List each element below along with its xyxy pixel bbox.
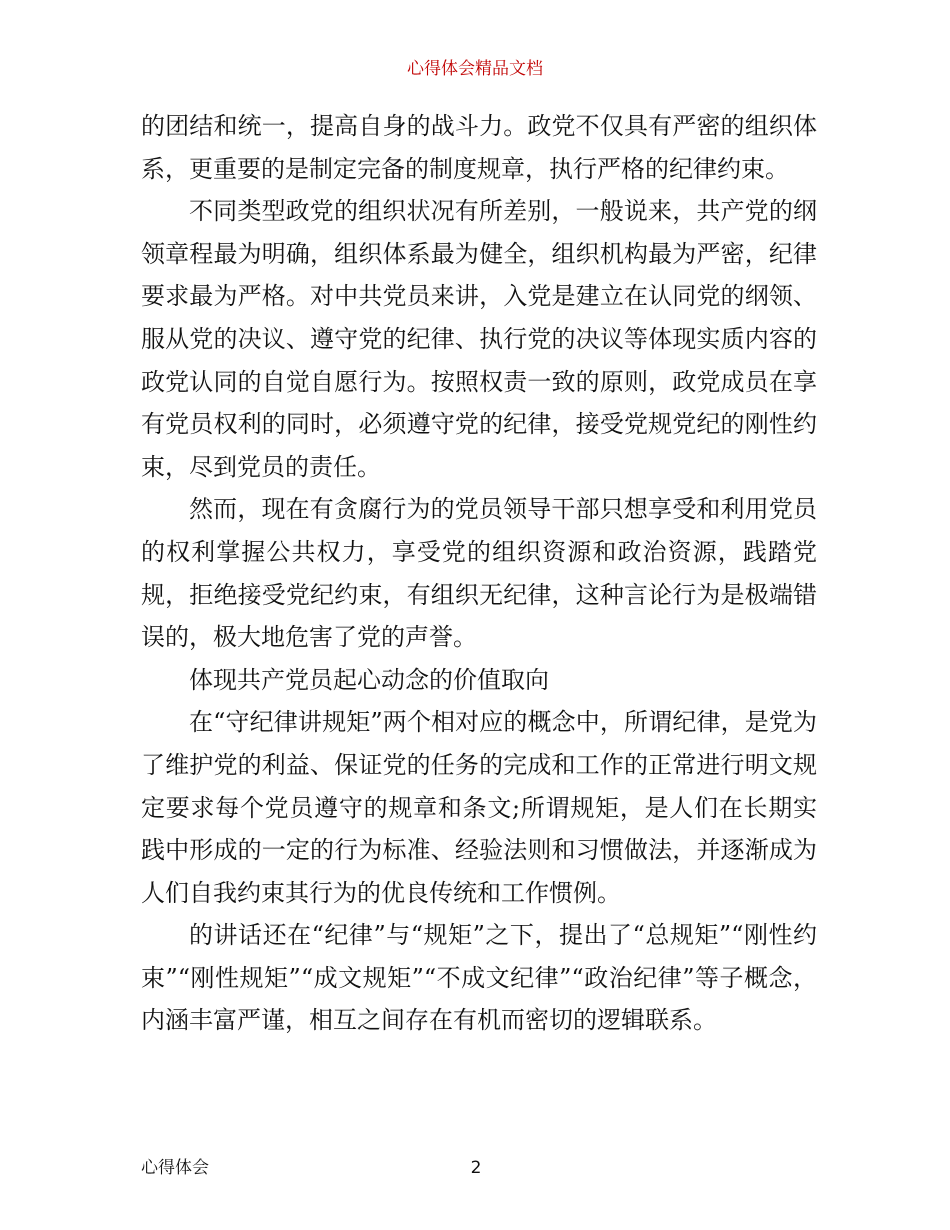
page-number: 2 xyxy=(470,1158,482,1178)
paragraph-3: 然而，现在有贪腐行为的党员领导干部只想享受和利用党员的权利掌握公共权力，享受党的组织资源和政治资源，践踏党规，拒绝接受党纪约束，有组织无纪律，这种言论行为是极端错误的，极大地危害了党的声誉。 xyxy=(141,495,817,652)
paragraph-5: 的讲话还在“纪律”与“规矩”之下，提出了“总规矩”“刚性约束”“刚性规矩”“成文规矩”“不成文纪律”“政治纪律”等子概念，内涵丰富严谨，相互之间存在有机而密切的逻辑联系。 xyxy=(141,921,817,1035)
section-heading: 体现共产党员起心动念的价值取向 xyxy=(189,665,549,694)
document-body xyxy=(141,105,817,1042)
paragraph-4: 在“守纪律讲规矩”两个相对应的概念中，所谓纪律，是党为了维护党的利益、保证党的任务的完成和工作的正常进行明文规定要求每个党员遵守的规章和条文;所谓规矩，是人们在长期实践中形成的一定的行为标准、经验法则和习惯做法，并逐渐成为人们自我约束其行为的优良传统和工作惯例。 xyxy=(141,708,817,907)
page-header-title: 心得体会精品文档 xyxy=(407,59,543,79)
footer-label: 心得体会 xyxy=(141,1158,209,1178)
paragraph-1: 的团结和统一，提高自身的战斗力。政党不仅具有严密的组织体系，更重要的是制定完备的制度规章，执行严格的纪律约束。 xyxy=(141,112,817,183)
paragraph-2: 不同类型政党的组织状况有所差别，一般说来，共产党的纲领章程最为明确，组织体系最为健全，组织机构最为严密，纪律要求最为严格。对中共党员来讲，入党是建立在认同党的纲领、服从党的决议、遵守党的纪律、执行党的决议等体现实质内容的政党认同的自觉自愿行为。按照权责一致的原则，政党成员在享有党员权利的同时，必须遵守党的纪律，接受党规党纪的刚性约束，尽到党员的责任。 xyxy=(141,197,817,481)
